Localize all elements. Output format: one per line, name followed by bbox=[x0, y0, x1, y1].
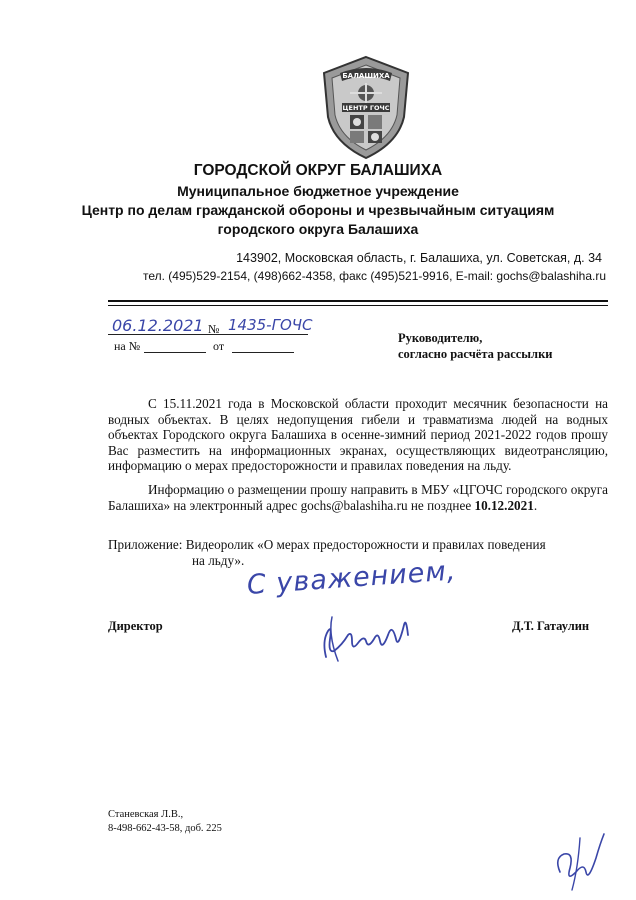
reference-number-line bbox=[144, 352, 206, 353]
body-paragraph-2-end: . bbox=[533, 497, 538, 513]
director-name: Д.Т. Гатаулин bbox=[512, 619, 590, 633]
handwritten-number: 1435-ГОЧС bbox=[228, 316, 313, 334]
org-line-1: Муниципальное бюджетное учреждение bbox=[177, 183, 459, 199]
recipient-line-1: Руководителю, bbox=[398, 331, 483, 345]
executor-phone: 8-498-662-43-58, доб. 225 bbox=[108, 823, 222, 834]
org-line-3: городского округа Балашиха bbox=[217, 221, 419, 237]
director-signature bbox=[318, 605, 418, 667]
emblem-bottom-text: ЦЕНТР ГОЧС bbox=[342, 104, 390, 112]
executor-name: Станевская Л.В., bbox=[108, 809, 184, 820]
attachment-continuation: на льду». bbox=[192, 553, 245, 568]
initials-signature bbox=[550, 828, 610, 894]
body-paragraph-1: С 15.11.2021 года в Московской области проходит месячник безопасности на водных объектах. В целях недопущения гибели и травматизма людей на водных объектах Городского округа Балашиха в осенне-зимний период 2021-2022 годов прошу Вас разместить на информационных экранах, осуществляющих видеотрансляцию, информацию о мерах предосторожности и правилах поведения на льду. bbox=[108, 396, 608, 473]
director-label: Директор bbox=[108, 619, 163, 633]
attachment-label: Приложение: Видеоролик «О мерах предосторожности и правилах поведения bbox=[108, 537, 546, 552]
body-paragraph-2-text: Информацию о размещении прошу направить в МБУ «ЦГОЧС городского округа Балашиха» на электронный адрес gochs@balashiha.ru не позднее bbox=[108, 482, 608, 513]
reference-na-label: на № bbox=[114, 339, 141, 353]
deadline-date: 10.12.2021 bbox=[474, 497, 534, 513]
handwritten-date: 06.12.2021 bbox=[112, 316, 204, 335]
org-line-2: Центр по делам гражданской обороны и чрезвычайным ситуациям bbox=[81, 202, 555, 218]
org-title: ГОРОДСКОЙ ОКРУГ БАЛАШИХА bbox=[193, 162, 443, 179]
reference-date-line bbox=[232, 352, 294, 353]
divider-thick bbox=[108, 300, 608, 302]
divider-thin bbox=[108, 305, 608, 306]
recipient-line-2: согласно расчёта рассылки bbox=[398, 347, 553, 361]
reg-underline bbox=[108, 334, 308, 335]
emblem-logo bbox=[320, 55, 412, 160]
handwritten-regards: С уважением, bbox=[246, 555, 458, 601]
emblem-top-text: БАЛАШИХА bbox=[342, 72, 390, 80]
org-contacts: тел. (495)529-2154, (498)662-4358, факс (495)521-9916, E-mail: gochs@balashiha.ru bbox=[142, 269, 606, 283]
body-paragraph-2 bbox=[108, 482, 608, 513]
org-address: 143902, Московская область, г. Балашиха, ул. Советская, д. 34 bbox=[236, 251, 602, 265]
number-sign: № bbox=[208, 322, 220, 336]
reference-ot-label: от bbox=[213, 339, 225, 353]
